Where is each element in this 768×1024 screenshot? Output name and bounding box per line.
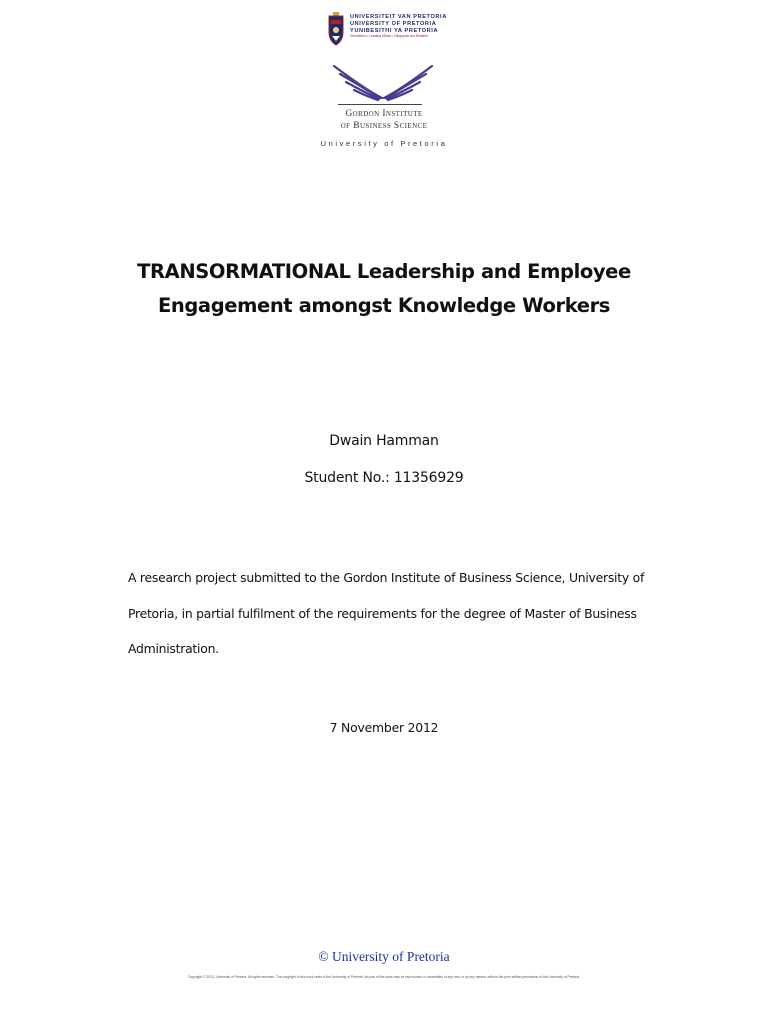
university-of-pretoria-logo: [322, 10, 448, 50]
university-crest-icon: [326, 12, 346, 46]
gibs-name-line1: Gordon Institute: [345, 109, 423, 119]
title-line-1: TRANSORMATIONAL Leadership and Employee: [137, 260, 631, 283]
logo-divider: [338, 104, 422, 105]
university-wordmark: University of Pretoria: [320, 139, 448, 148]
submission-statement: [128, 560, 688, 667]
statement-line-2: Pretoria, in partial fulfilment of the requirements for the degree of Master of Business: [128, 605, 637, 621]
statement-line-3: Administration.: [128, 641, 219, 656]
gibs-name-line2: of Business Science: [340, 120, 428, 131]
university-name-afrikaans: UNIVERSITEIT VAN PRETORIA: [350, 14, 447, 20]
university-motto: Denkleiers • Leading Minds • Dikgopolo tša Dihlalefi: [350, 34, 428, 39]
university-name-english: UNIVERSITY OF PRETORIA: [350, 20, 437, 27]
copyright-notice: © University of Pretoria: [318, 949, 450, 964]
university-name-sepedi: YUNIBESITHI YA PRETORIA: [350, 27, 439, 34]
student-number: Student No.: 11356929: [304, 470, 464, 486]
title-line-2: Engagement amongst Knowledge Workers: [157, 294, 611, 317]
copyright-fine-print: Copyright © 2013, University of Pretoria. All rights reserved. The copyright in this work vests in the University of Pretoria. No part of this work may be reproduced or transmitted in any form or by any means, without the prior written permission of the University of Pretoria.: [188, 975, 580, 979]
submission-date: 7 November 2012: [329, 720, 439, 735]
university-name-block: [350, 14, 448, 39]
statement-line-1: A research project submitted to the Gordon Institute of Business Science, University of: [128, 570, 645, 585]
wings-emblem-icon: [330, 60, 436, 102]
author-name: Dwain Hamman: [329, 433, 439, 449]
gibs-name: [300, 109, 468, 132]
document-title: [60, 255, 708, 323]
